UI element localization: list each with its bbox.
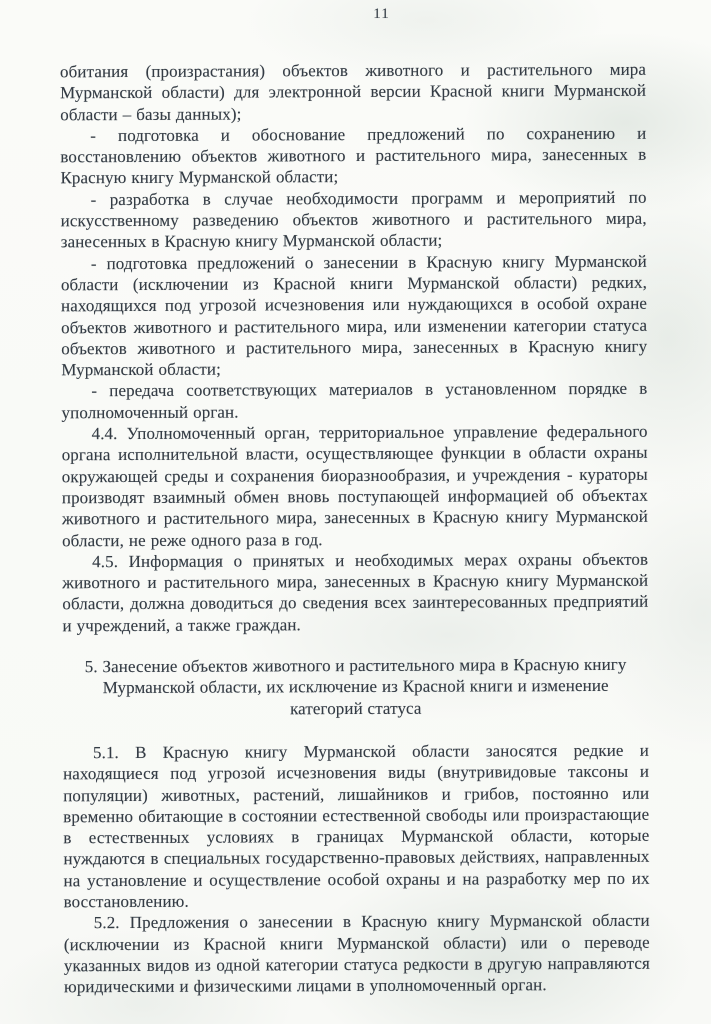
paragraph-4-4: 4.4. Уполномоченный орган, территориальное управление федерального органа исполнительной власти, осуществляющее функции в области охраны окружающей среды и сохранения биоразнообразия, и учреждения - кураторы производят взаимный обмен вновь поступающей информацией об объектах животного и растительного мира, занесенных в Красную книгу Мурманской области, не реже одного раза в год. [61, 421, 648, 550]
list-item-program-development: - разработка в случае необходимости программ и мероприятий по искусственному разведению объектов животного и растительного мира, занесенных в Красную книгу Мурманской области; [60, 187, 647, 252]
paragraph-continuation: обитания (произрастания) объектов животного и растительного мира Мурманской области) для электронной версии Красной книги Мурманской области – базы данных); [59, 59, 647, 124]
list-item-materials-transfer: - передача соответствующих материалов в установленном порядке в уполномоченный орган. [61, 379, 648, 423]
section-5-heading: 5. Занесение объектов животного и растительного мира в Красную книгу Мурманской области, их исключение из Красной книги и изменение категорий статуса [84, 654, 627, 718]
document-body [60, 59, 650, 998]
paragraph-5-2: 5.2. Предложения о занесении в Красную книгу Мурманской области (исключении из Красной книги Мурманской области) или о переводе указанных видов из одной категории статуса редкости в другую направляются юридическими и физическими лицами в уполномоченный орган. [63, 910, 650, 997]
paragraph-5-1: 5.1. В Красную книгу Мурманской области заносятся редкие и находящиеся под угрозой исчезновения виды (внутривидовые таксоны и популяции) животных, растений, лишайников и грибов, постоянно или временно обитающие в состоянии естественной свободы или произрастающие в естественных условиях в границах Мурманской области, которые нуждаются в специальных государственно-правовых действиях, направленных на установление и осуществление особой охраны и на разработку мер по их восстановлению. [63, 740, 650, 912]
list-item-preparation-proposals: - подготовка и обоснование предложений по сохранению и восстановлению объектов животного и растительного мира, занесенных в Красную книгу Мурманской области; [60, 123, 647, 188]
page-number: 11 [373, 6, 390, 22]
list-item-listing-proposals: - подготовка предложений о занесении в Красную книгу Мурманской области (исключении из Красной книги Мурманской области) редких, находящихся под угрозой исчезновения или нуждающихся в особой охране объектов животного и растительного мира, или изменении категории статуса объектов животного и растительного мира, занесенных в Красную книгу Мурманской области; [60, 251, 648, 380]
paragraph-4-5: 4.5. Информация о принятых и необходимых мерах охраны объектов животного и растительного мира, занесенных в Красную книгу Мурманской области, должна доводиться до сведения всех заинтересованных предприятий и учреждений, а также граждан. [62, 549, 649, 635]
